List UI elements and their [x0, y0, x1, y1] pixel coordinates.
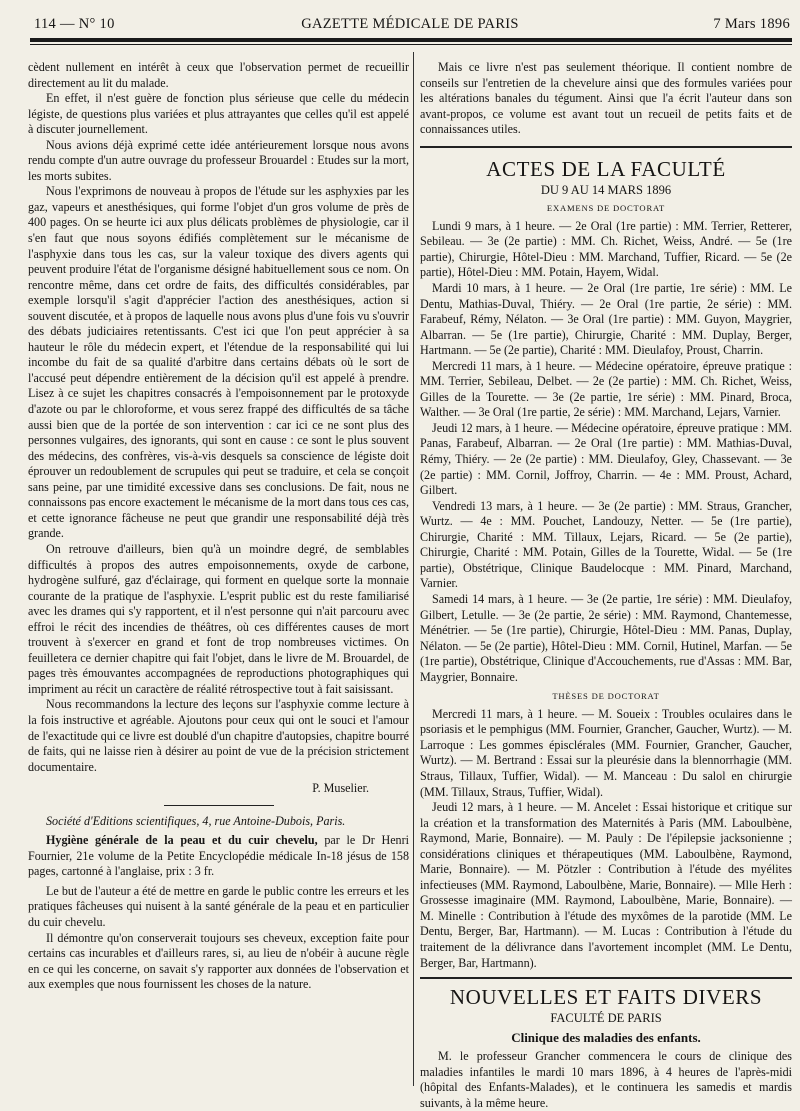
paragraph: cèdent nullement en intérêt à ceux que l'observation permet de recueillir directement au lit du malade. — [28, 60, 409, 90]
publisher-line: Société d'Editions scientifiques, 4, rue Antoine-Dubois, Paris. — [46, 813, 346, 828]
thesis-entry: Jeudi 12 mars, à 1 heure. — M. Ancelet : Essai historique et critique sur la création et la transformation des Maternités à Paris (MM. Laboulbène, Raymond, Marie, Bonnaire). — M. Pauly : De l'épilepsie jacksonienne ; considérations cliniques et thérapeutiques (MM. Laboulbène, Raymond, Marie, Bonnaire). — M. Pötzler : Contribution à l'étude des myélites infectieuses (MM. Raymond, Laboulbène, Marie, Bonnaire). — Mlle Herh : Grossesse imaginaire (MM. Raymond, Laboulbène, Marie, Bonnaire). — M. Minelle : Contribution à l'étude des myxômes de la parotide (MM. Le Dentu, Berger, Bar, Hartmann). — M. Lucas : Contribution à l'étude du traitement de la délivrance dans l'avortement incomplet (MM. Le Dentu, Berger, Bar, Hartmann). — [420, 800, 792, 970]
theses-heading: THÈSES DE DOCTORAT — [552, 691, 660, 702]
paragraph: Nous l'exprimons de nouveau à propos de l'étude sur les asphyxies par les gaz, vapeurs et anesthésiques, qui forme l'objet d'un gros volume de près de 400 pages. On se heurte ici aux plus délicats problèmes de physiologie, car il s'en faut que nous soyons édifiés complètement sur le mécanisme de l'asphyxie dans tous les cas, sur la valeur toxique des divers agents qui peuvent produire l'état de l'organisme désigné habituellement sous ce nom. On rencontre même, dans cet ordre de faits, des difficultés considérables, par exemple lorsqu'il s'agit d'apprécier l'action des anesthésiques, action si souvent discutée, et à propos de laquelle nous avons plus d'une fois vu s'ouvrir des débats judiciaires retentissants. C'est ici que l'on peut apprécier à sa hauteur le rôle du médecin expert, et l'étendue de la responsabilité qui lui incombe du fait de sa qualité d'arbitre dans certains débats où le sort de l'accusé peut dépendre entièrement de la décision qu'il est appelé à prendre. Lisez à ce sujet les chapitres consacrés à l'empoisonnement par le protoxyde d'azote ou par le chloroforme, et vous serez frappé des difficultés de sa tâche aussi bien que de la portée de son intervention : car ici ce ne sont plus des personnes vulgaires, des ignorants, qui sont en cause : ce sont le plus souvent des médecins, des confrères, vis-à-vis desquels sa conscience de légiste doit éprouver un redoublement de scrupules qui peut se traduire, et cela se conçoit sans peine, par une timidité excessive dans ses conclusions. De fait, nous ne connaissons pas encore exactement le mécanisme de la mort dans tous ces cas, et cette ignorance fâcheuse ne peut que grandir une responsabilité déjà très grande. — [28, 184, 409, 541]
paragraph: Mais ce livre n'est pas seulement théorique. Il contient nombre de conseils sur l'entretien de la chevelure ainsi que des formules variées pour les altérations banales du tégument. Ainsi que l'a écrit l'auteur dans son avant-propos, ce volume est avant tout un recueil de petits faits et de connaissances utiles. — [420, 60, 792, 137]
clinic-heading: Clinique des maladies des enfants. — [511, 1029, 701, 1045]
exam-day-entry: Vendredi 13 mars, à 1 heure. — 3e (2e partie) : MM. Straus, Grancher, Wurtz. — 4e : MM. Pouchet, Landouzy, Netter. — 5e (1re partie), Chirurgie, Charité : MM. Tillaux, Lejars, Ricard. — 5e (2e partie), Chirurgie, Charité : MM. Potain, Gilles de la Tourette, Widal. — 5e (1re partie), Obstétrique, Clinique Baudelocque : MM. Pinard, Marchand, Varnier. — [420, 498, 792, 591]
paragraph: Le but de l'auteur a été de mettre en garde le public contre les erreurs et les pratiques fâcheuses qui nuisent à la santé générale de la peau et en particulier du cuir chevelu. — [28, 883, 409, 929]
section-rule — [420, 146, 792, 148]
paragraph: En effet, il n'est guère de fonction plus sérieuse que celle du médecin légiste, de questions plus variées et plus attrayantes que celles qu'il est appelé à discuter journellement. — [28, 91, 409, 137]
section-rule — [420, 977, 792, 979]
exam-day-entry: Mercredi 11 mars, à 1 heure. — Médecine opératoire, épreuve pratique : MM. Terrier, Sebileau, Delbet. — 2e (2e partie) : MM. Ch. Richet, Weiss, Gilles de la Tourette. — 3e (2e partie, 1re série) : MM. Pinard, Broca, Walther. — 3e Oral (1re partie, 2e série) : MM. Marchand, Lejars, Varnier. — [420, 358, 792, 420]
exam-day-entry: Lundi 9 mars, à 1 heure. — 2e Oral (1re partie) : MM. Terrier, Retterer, Sebileau. — 3e (2e partie) : MM. Ch. Richet, Weiss, André. — 5e (1re partie), Chirurgie, Hôtel-Dieu : MM. Marchand, Tuffier, Ricard. — 5e (2e partie), Hôtel-Dieu : MM. Potain, Hayem, Widal. — [420, 218, 792, 280]
page-header — [30, 14, 790, 36]
paragraph: Nous recommandons la lecture des leçons sur l'asphyxie comme lecture à la fois instructive et agréable. Ajoutons pour ceux qui ont le souci et l'amour de l'exactitude qui ce livre est doublé d'un chapitre d'autopsies, chapitre bourré de faits, qui ne laisse rien à désirer au point de vue de la précision strictement documentaire. — [28, 697, 409, 774]
exam-day-entry: Samedi 14 mars, à 1 heure. — 3e (2e partie, 1re série) : MM. Dieulafoy, Gilbert, Letulle. — 3e (2e partie, 2e série) : MM. Raymond, Chantemesse, Ménétrier. — 5e (1re partie), Chirurgie, Hôtel-Dieu : MM. Panas, Duplay, Nélaton. — 5e (2e partie), Hôtel-Dieu : MM. Cornil, Hutinel, Marfan. — 5e (1re partie), Obstétrique, Clinique d'Accouchements, rue d'Assas : MM. Bar, Maygrier, Bonnaire. — [420, 591, 792, 684]
section-separator — [164, 805, 274, 806]
exam-day-entry: Mardi 10 mars, à 1 heure. — 2e Oral (1re partie, 1re série) : MM. Le Dentu, Mathias-Duval, Thiéry. — 2e Oral (1re partie, 2e série) : MM. Farabeuf, Rémy, Nélaton. — 3e Oral (1re partie) : MM. Guyon, Maygrier, Albarran. — 5e (1re partie), Chirurgie, Charité : MM. Duplay, Berger, Hartmann. — 5e (2e partie), Charité : MM. Dieulafoy, Proust, Charrin. — [420, 281, 792, 358]
exam-day-entry: Jeudi 12 mars, à 1 heure. — Médecine opératoire, épreuve pratique : MM. Panas, Farabeuf, Albarran. — 2e Oral (1re partie) : MM. Mathias-Duval, Rémy, Thiéry. — 2e (2e partie) : MM. Dieulafoy, Gley, Chassevant. — 3e (2e partie) : MM. Cornil, Joffroy, Charrin. — 4e : MM. Proust, Achard, Gilbert. — [420, 420, 792, 498]
book-entry — [28, 833, 409, 880]
book-title: Hygiène générale de la peau et du cuir chevelu, — [46, 833, 318, 848]
header-rule-thin — [30, 44, 792, 45]
news-heading: NOUVELLES ET FAITS DIVERS — [449, 985, 763, 1010]
journal-title: GAZETTE MÉDICALE DE PARIS — [301, 16, 519, 32]
issue-date: 7 Mars 1896 — [713, 16, 790, 32]
paragraph: M. le professeur Grancher commencera le cours de clinique des maladies infantiles le mardi 10 mars 1896, à 4 heures de l'après-midi (hôpital des Enfants-Malades), et le continuera les samedis et mardis suivants, à la même heure. — [420, 1049, 792, 1110]
actes-dates: DU 9 AU 14 MARS 1896 — [540, 182, 672, 197]
actes-heading: ACTES DE LA FACULTÉ — [486, 156, 726, 181]
thesis-entry: Mercredi 11 mars, à 1 heure. — M. Soueix : Troubles oculaires dans le psoriasis et le pemphigus (MM. Fournier, Grancher, Gaucher, Wurtz). — M. Larroque : Les gommes épisclérales (MM. Fournier, Grancher, Gaucher, Wurtz). — M. Bertrand : Essai sur la pleurésie dans la blennorrhagie (MM. Straus, Tillaux, Tuffier, Widal). — M. Manceau : Du salol en chirurgie (MM. Tillaux, Straus, Tuffier, Widal). — [420, 706, 792, 799]
paragraph: Nous avions déjà exprimé cette idée antérieurement lorsque nous avons rendu compte d'un autre ouvrage du professeur Brouardel : Etudes sur la mort, les morts subites. — [28, 137, 409, 183]
paragraph: On retrouve d'ailleurs, bien qu'à un moindre degré, de semblables difficultés à propos des autres empoisonnements, oxyde de carbone, hydrogène sulfuré, gaz d'éclairage, qui forment en quelque sorte la monnaie courante de la pratique de l'asphyxie. L'esprit public est du reste familiarisé avec les drames qui s'y rapportent, et il n'est personne qui n'ait parcouru avec effroi le récit des incendies de théâtres, où ces différentes causes de mort trouvent à s'exercer en grand et font de trop nombreuses victimes. On feuilletera ce dernier chapitre qui fait l'objet, dans le livre de M. Brouardel, de pages très émouvantes accompagnées de reproductions photographiques qui impriment au récit un caractère de réalité rétrospective tout à fait saisissant. — [28, 541, 409, 696]
page-number: 114 — N° 10 — [34, 16, 115, 32]
left-column — [28, 60, 409, 993]
faculty-heading: FACULTÉ DE PARIS — [550, 1011, 662, 1026]
column-divider — [413, 52, 414, 1086]
paragraph: Il démontre qu'on conserverait toujours ses cheveux, exception faite pour certains cas incurables et d'ailleurs rares, si, au lieu de n'obéir à aucune règle en ce qui les concerne, on savait s'y rapporter aux données de l'observation et aux exemples que nous fournissent les choses de la nature. — [28, 930, 409, 992]
header-rule-thick — [30, 38, 792, 42]
book-info: par le Dr Henri Fournier, 21e volume de la Petite Encyclopédie médicale In-18 jésus de 158 pages, cartonné à l'anglaise, prix : 3 fr. — [28, 833, 409, 879]
exams-heading: EXAMENS DE DOCTORAT — [546, 203, 666, 214]
review-signature: P. Muselier. — [312, 781, 369, 796]
right-column — [420, 60, 792, 1111]
